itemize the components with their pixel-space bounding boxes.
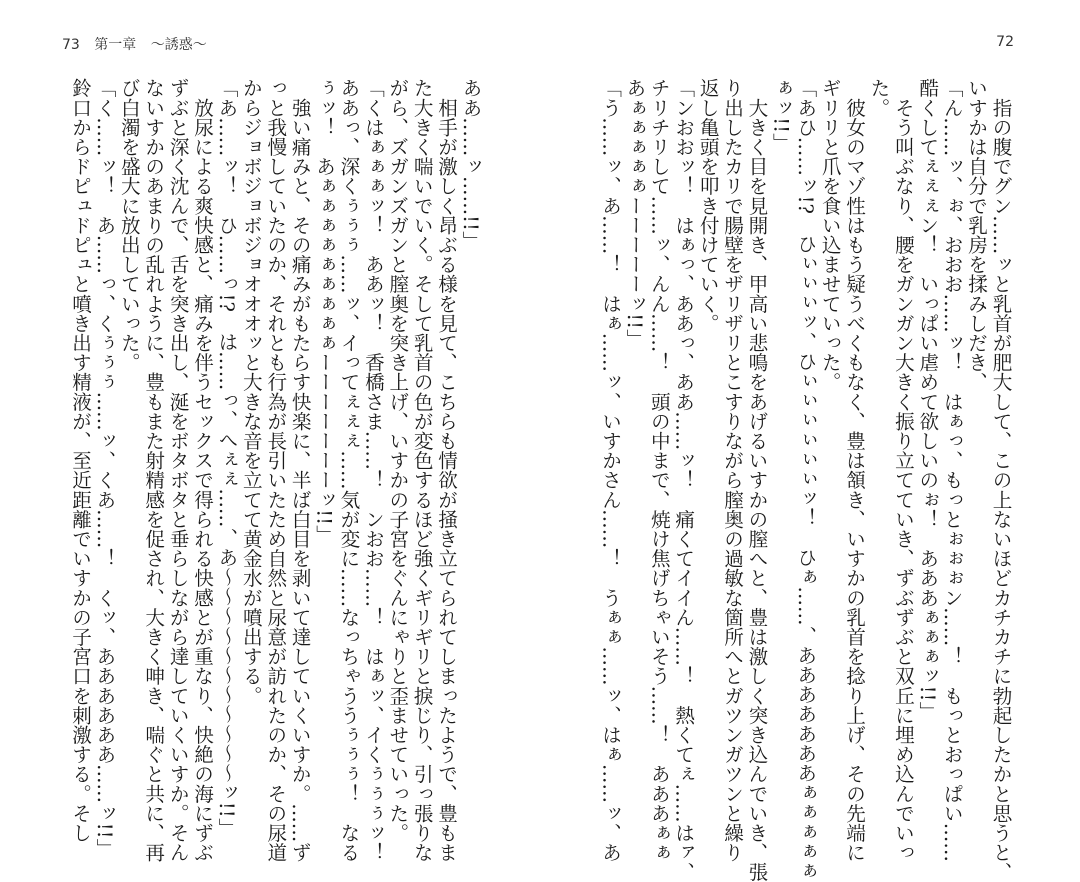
text-line: がら、ズガンズガンと膣奥を突き上げ、いすかの子宮をぐんにゃりと歪ませていった。 — [385, 78, 409, 843]
text-line: 「あひ……ッ!? ひぃぃぃッ、ひぃぃぃぃぃぃッ！ ひぁ……、あああああああぁぁぁぁぁ — [793, 78, 817, 881]
text-line: からジョボジョボジョオオオッと大きな音を立てて黄金水が噴出する。 — [239, 78, 263, 706]
text-line: ないすかのあまりの乱れように、豊もまた射精感を促され、大きく呻き、喘ぐと共に、再 — [141, 78, 165, 862]
text-line: り出したカリで腸壁をザリザリとこすりながら膣奥の過敏な箇所へとガツンガツンと繰り — [720, 78, 744, 862]
text-line: 彼女のマゾ性はもう疑うべくもなく、豊は頷き、いすかの乳首を捻り上げ、その先端に — [842, 78, 866, 862]
text-line: 相手が激しく昂ぶる様を見て、こちらも情欲が掻き立てられてしまったようで、豊もま — [434, 78, 458, 862]
text-line: 強い痛みと、その痛みがもたらす快楽に、半ば白目を剥いて達していくいすか。……ず — [288, 78, 312, 862]
chapter-label: 第一章 — [94, 37, 137, 53]
text-line: っと我慢していたのか、それとも行為が長引いたため自然と尿意が訪れたのか、その尿道 — [263, 78, 287, 862]
text-line: 「く……ッ！ あ……っ、くぅぅぅ……ッ、くあ……！ くッ、ああああああ……ッ!!」 — [92, 78, 116, 859]
text-line: ぅッ！ あぁぁぁぁぁぁぁぁぁーーーーーーーッ!!」 — [312, 78, 336, 545]
text-line: そう叫ぶなり、腰をガンガン大きく振り立てていき、ずぶずぶと双丘に埋め込んでいっ — [891, 78, 915, 862]
text-line: ぁッ!!」 — [769, 78, 793, 153]
page-number-right: 72 — [996, 34, 1014, 50]
text-line: 放尿による爽快感と、痛みを伴うセックスで得られる快感とが重なり、快絶の海にずぶ — [190, 78, 214, 862]
text-line: ずぶと深く沈んで、舌を突き出し、涎をボタボタと垂らしながら達していくいすか。そん — [166, 78, 190, 862]
text-line: 指の腹でグン……ッと乳首が肥大して、この上ないほどカチカチに勃起したかと思うと、 — [989, 78, 1012, 882]
text-line: 鈴口からドピュドピュと噴き出す精液が、至近距離でいすかの子宮口を刺激する。そし — [68, 78, 92, 843]
text-line: 「う……ッ、あ……！ はぁ……ッ、いすかさん……！ うぁぁ……ッ、はぁ……ッ、あ — [598, 78, 622, 862]
text-line: 大きく目を見開き、甲高い悲鳴をあげるいすかの膣へと、豊は激しく突き込んでいき、張 — [744, 78, 768, 882]
running-header — [62, 34, 217, 54]
text-line: 酷くしてぇぇぇン！ いっぱい虐めて欲しいのぉ！ あああぁぁぁッ!!」 — [915, 78, 939, 721]
text-line: ああ……ッ……!!」 — [459, 78, 482, 251]
text-line: 「くはぁぁぁッ！ ああッ！ 香橋さま……！ ンおお……！ はぁッ、イくぅぅぅッ！ — [361, 78, 385, 862]
text-line: あぁぁぁぁぁーーーーーッ!!」 — [622, 78, 646, 349]
left-page-text — [67, 78, 482, 862]
page-number-left: 73 — [62, 37, 80, 53]
text-line: ああっ、深くぅぅぅ……ッ、イってぇぇぇ……気が変に……なっちゃううぅぅぅ！ なる — [336, 78, 360, 862]
text-line: チリチリして……ッ、んん……！ 頭の中まで、焼け焦げちゃいそう……！ あああぁぁ — [647, 78, 671, 862]
right-page-text — [597, 78, 1012, 882]
text-line: た大きく喘いでいく。そして乳首の色が変色するほど強くギリギリと捩じり、引っ張りな — [410, 78, 434, 862]
text-line: 「ん……ッ、ぉ、おおお……ッ！ はぁっ、もっとぉぉぉン……！ もっとおっぱい…… — [940, 78, 964, 862]
text-line: 返し亀頭を叩き付けていく。 — [696, 78, 720, 333]
text-line: 「あ……ッ！ ひ……っ!? は……っ、へぇぇ……、あ〜〜〜〜〜〜〜〜〜〜〜ッ!!」 — [214, 78, 238, 838]
text-line: ギリリと爪を食い込ませていった。 — [818, 78, 842, 392]
text-line: び白濁を盛大に放出していった。 — [117, 78, 141, 372]
chapter-title: ～誘惑～ — [150, 37, 207, 53]
text-line: 「ンおおッ！ はぁっ、ああっ、ああ……ッ！ 痛くてイイん……！ 熱くてぇ……はァ、 — [671, 78, 695, 882]
text-line: いすかは自分で乳房を揉みしだき、 — [964, 78, 988, 392]
text-line: た。 — [866, 78, 890, 118]
